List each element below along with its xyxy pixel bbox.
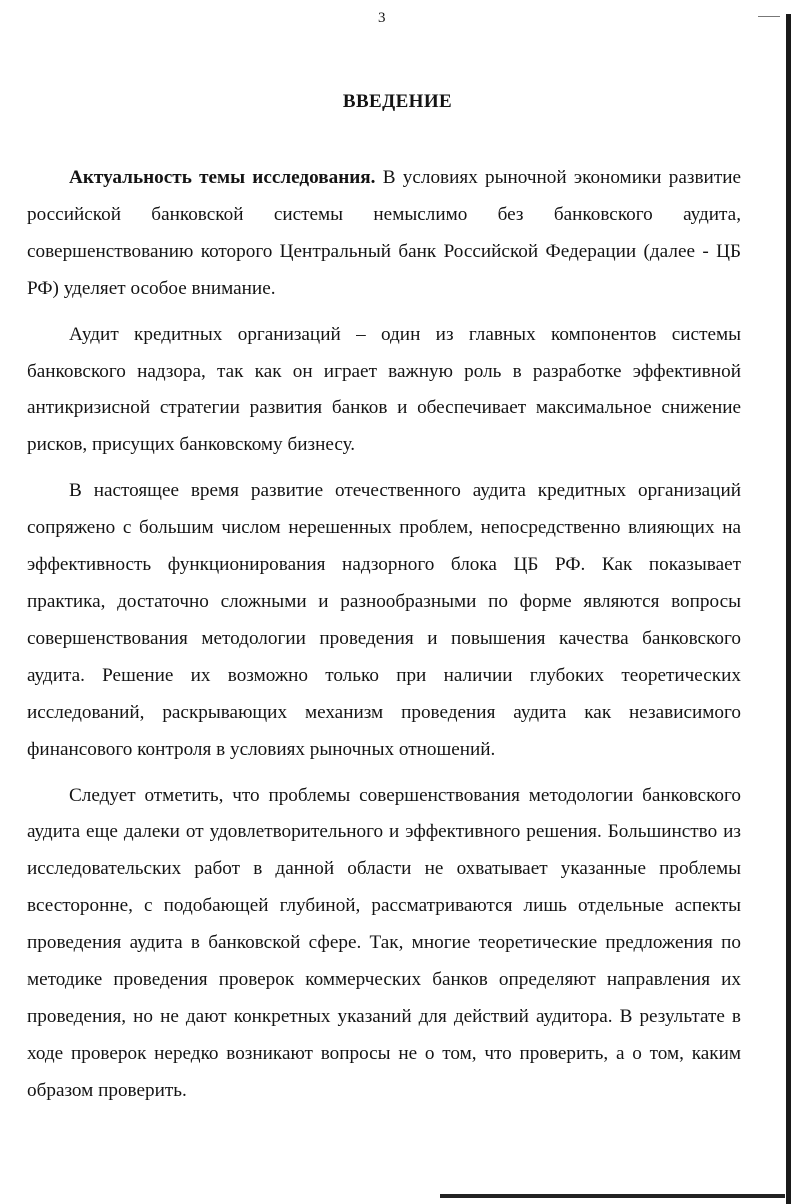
scan-edge-mark-right: [786, 14, 791, 1204]
paragraph-current-problems: В настоящее время развитие отечественного аудита кредитных организаций сопряжено с большим числом нерешенных проблем, непосредственно влияющих на эффективность функционирования надзорного блока ЦБ РФ. Как показывает практика, достаточно сложными и разнообразными по форме являются вопросы совершенствования методологии проведения и повышения качества банковского аудита. Решение их возможно только при наличии глубоких теоретических исследований, раскрывающих механизм проведения аудита как независимого финансового контроля в условиях рыночных отношений.: [27, 480, 741, 760]
paragraph-lead-bold: Актуальность темы исследования.: [69, 167, 376, 188]
paragraph-text: В условиях рыночной экономики развитие российской банковской системы немыслимо без банковского аудита, совершенствованию которого Центральный банк Российской Федерации (далее - ЦБ РФ) уделяет особое внимание.: [27, 167, 741, 299]
paragraph-audit-role: Аудит кредитных организаций – один из главных компонентов системы банковского надзора, так как он играет важную роль в разработке эффективной антикризисной стратегии развития банков и обеспечивает максимальное снижение рисков, присущих банковскому бизнесу.: [27, 323, 741, 456]
scan-edge-mark-bottom: [440, 1194, 785, 1198]
paragraph-relevance: [27, 160, 741, 308]
paragraph-methodology: Следует отметить, что проблемы совершенствования методологии банковского аудита еще далеки от удовлетворительного и эффективного решения. Большинство из исследовательских работ в данной области не охватывает указанные проблемы всесторонне, с подобающей глубиной, рассматриваются лишь отдельные аспекты проведения аудита в банковской сфере. Так, многие теоретические предложения по методике проведения проверок коммерческих банков определяют направления их проведения, но не дают конкретных указаний для действий аудитора. В результате в ходе проверок нередко возникают вопросы не о том, что проверить, а о том, каким образом проверить.: [27, 784, 741, 1101]
section-title: ВВЕДЕНИЕ: [342, 91, 453, 112]
body-text: [27, 160, 741, 1119]
scan-edge-mark-top: [758, 16, 780, 17]
page-number: 3: [378, 10, 386, 26]
